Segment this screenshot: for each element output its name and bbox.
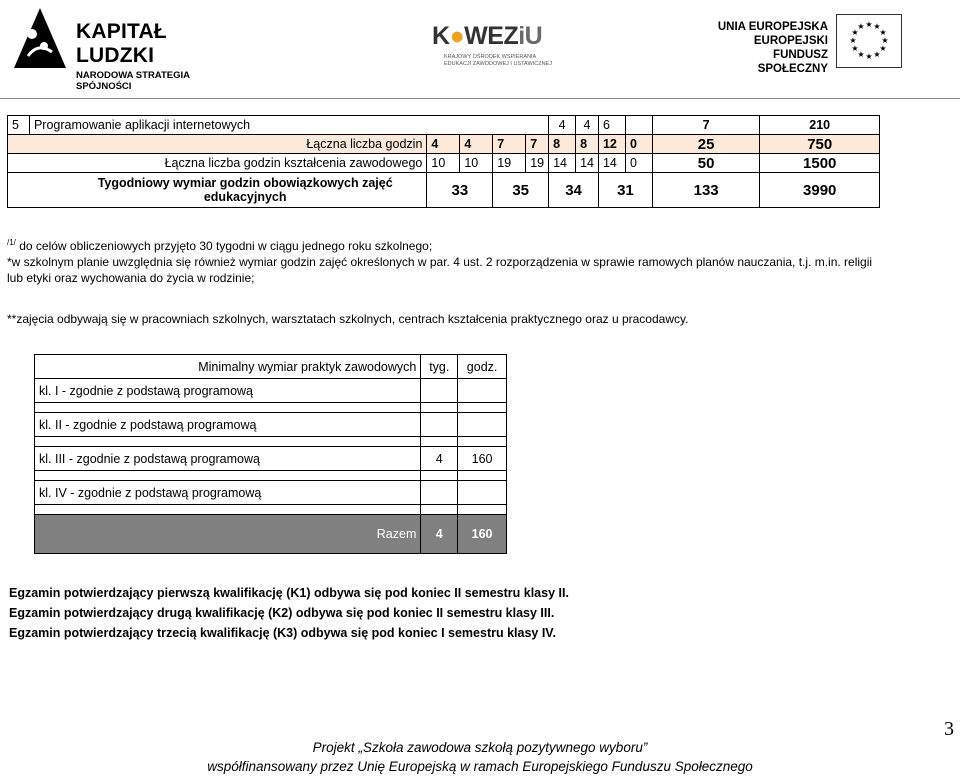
exam-note: Egzamin potwierdzający pierwszą kwalifikację (K1) odbywa się pod koniec II semestru klasy II. (9, 586, 569, 600)
practice-row-tyg (421, 413, 458, 437)
total-vocational-value: 0 (625, 154, 652, 173)
kowezu-subtitle-line2: EDUKACJI ZAWODOWEJ I USTAWICZNEJ (444, 61, 552, 67)
kowezu-title-k: K (432, 22, 450, 50)
subject-value: 4 (549, 116, 576, 135)
total-vocational-value: 10 (460, 154, 493, 173)
svg-text:★: ★ (851, 28, 859, 37)
practice-row-label: kl. III - zgodnie z podstawą programową (35, 447, 421, 471)
practice-spacer (35, 437, 507, 447)
total-vocational-value: 10 (427, 154, 460, 173)
practice-row-label: kl. II - zgodnie z podstawą programową (35, 413, 421, 437)
svg-text:★: ★ (873, 22, 881, 31)
practice-row-godz (458, 481, 507, 505)
kowezu-title-wez: WEZ (464, 22, 519, 50)
total-hours-value: 0 (625, 135, 652, 154)
weekly-hours-row (8, 173, 880, 208)
practice-row (35, 481, 507, 505)
eu-line3: FUNDUSZ SPOŁECZNY (757, 49, 828, 75)
eu-line1: UNIA EUROPEJSKA (717, 21, 828, 33)
svg-text:★: ★ (851, 44, 859, 53)
total-vocational-value: 14 (598, 154, 625, 173)
header-divider (0, 98, 960, 99)
hours-table (7, 115, 880, 208)
kapital-ludzki-subtitle: NARODOWA STRATEGIA SPÓJNOŚCI (76, 70, 190, 92)
kowezu-title (432, 22, 542, 51)
practice-col-tyg: tyg. (421, 355, 458, 379)
footer-line1: Projekt „Szkoła zawodowa szkołą pozytywnego wyboru” (312, 740, 648, 755)
practice-header-row (35, 355, 507, 379)
page-header (0, 0, 960, 92)
practice-spacer (35, 403, 507, 413)
practice-row-label: kl. IV - zgodnie z podstawą programową (35, 481, 421, 505)
svg-text:★: ★ (865, 52, 873, 61)
total-hours-sum2: 750 (760, 135, 880, 154)
page-number: 3 (944, 718, 954, 740)
total-hours-label: Łączna liczba godzin (8, 135, 427, 154)
practice-row-tyg (421, 379, 458, 403)
footnote-1-marker: /1/ (7, 238, 16, 247)
total-vocational-value: 19 (526, 154, 549, 173)
weekly-hours-value: 34 (549, 173, 599, 208)
subject-sum2: 210 (760, 116, 880, 135)
practice-spacer (35, 471, 507, 481)
subject-empty-cell (625, 116, 652, 135)
kowezu-logo (430, 12, 590, 72)
weekly-hours-value: 33 (427, 173, 493, 208)
total-vocational-value: 19 (493, 154, 526, 173)
total-hours-value: 7 (526, 135, 549, 154)
kowezu-title-iu: iU (518, 22, 543, 50)
subject-value: 4 (576, 116, 599, 135)
total-hours-value: 4 (460, 135, 493, 154)
svg-text:★: ★ (879, 44, 887, 53)
practice-row-label: kl. I - zgodnie z podstawą programową (35, 379, 421, 403)
total-hours-sum1: 25 (652, 135, 760, 154)
subject-value: 6 (598, 116, 625, 135)
practice-total-godz: 160 (458, 515, 507, 554)
weekly-hours-sum2: 3990 (760, 173, 880, 208)
practice-row (35, 447, 507, 471)
practice-total-row (35, 515, 507, 554)
kowezu-sun-icon: ● (449, 22, 465, 50)
practice-total-tyg: 4 (421, 515, 458, 554)
svg-text:★: ★ (881, 36, 889, 45)
subject-row (8, 116, 880, 135)
eu-text (708, 20, 828, 76)
footnote-1 (7, 235, 877, 254)
practice-table (34, 354, 507, 554)
footnote-2: *w szkolnym planie uwzględnia się również wymiar godzin zajęć określonych w par. 4 ust. 2 rozporządzenia w sprawie ramowych planów nauczania, t.j. m.in. religii lub etyki oraz wychowania do życia w rodzinie; (7, 255, 873, 285)
total-vocational-label: Łączna liczba godzin kształcenia zawodowego (8, 154, 427, 173)
subject-sum1: 7 (652, 116, 760, 135)
total-vocational-row (8, 154, 880, 173)
eu-flag-icon (836, 14, 902, 68)
kowezu-subtitle-line1: KRAJOWY OŚRODEK WSPIERANIA (444, 54, 537, 60)
practice-total-label: Razem (35, 515, 421, 554)
practice-row-tyg (421, 481, 458, 505)
practice-row (35, 379, 507, 403)
svg-text:★: ★ (857, 22, 865, 31)
exam-note: Egzamin potwierdzający drugą kwalifikację (K2) odbywa się pod koniec II semestru klasy III. (9, 606, 555, 620)
total-vocational-sum2: 1500 (760, 154, 880, 173)
practice-spacer (35, 505, 507, 515)
footer-line2: współfinansowany przez Unię Europejską w ramach Europejskiego Funduszu Społecznego (207, 759, 753, 774)
practice-row-tyg: 4 (421, 447, 458, 471)
total-hours-value: 7 (493, 135, 526, 154)
practice-col-godz: godz. (458, 355, 507, 379)
kowezu-subtitle (444, 54, 552, 68)
total-vocational-sum1: 50 (652, 154, 760, 173)
practice-row-godz (458, 379, 507, 403)
total-hours-value: 8 (549, 135, 576, 154)
svg-text:★: ★ (879, 28, 887, 37)
kapital-ludzki-title: KAPITAŁ LUDZKI (76, 20, 167, 67)
weekly-hours-value: 31 (598, 173, 652, 208)
practice-row (35, 413, 507, 437)
footnote-1-text: do celów obliczeniowych przyjęto 30 tygodni w ciągu jednego roku szkolnego; (15, 239, 433, 253)
practice-row-godz (458, 413, 507, 437)
eu-logo (708, 14, 948, 74)
svg-text:★: ★ (865, 20, 873, 29)
weekly-hours-label: Tygodniowy wymiar godzin obowiązkowych zajęć edukacyjnych (8, 173, 427, 208)
svg-text:★: ★ (873, 50, 881, 59)
exam-notes (9, 583, 569, 643)
footnotes (7, 235, 877, 286)
kapital-ludzki-logo (10, 6, 240, 92)
total-hours-value: 12 (598, 135, 625, 154)
subject-number: 5 (8, 116, 30, 135)
kapital-ludzki-emblem-icon (10, 6, 70, 72)
total-hours-value: 4 (427, 135, 460, 154)
total-hours-row (8, 135, 880, 154)
total-vocational-value: 14 (576, 154, 599, 173)
svg-text:★: ★ (857, 50, 865, 59)
subject-name: Programowanie aplikacji internetowych (29, 116, 548, 135)
weekly-hours-value: 35 (493, 173, 549, 208)
page-footer (0, 738, 960, 776)
practice-row-godz: 160 (458, 447, 507, 471)
eu-line2: EUROPEJSKI (753, 35, 828, 47)
exam-note: Egzamin potwierdzający trzecią kwalifikację (K3) odbywa się pod koniec I semestru klasy IV. (9, 626, 556, 640)
total-hours-value: 8 (576, 135, 599, 154)
total-vocational-value: 14 (549, 154, 576, 173)
practice-header-label: Minimalny wymiar praktyk zawodowych (35, 355, 421, 379)
footnote-3: **zajęcia odbywają się w pracowniach szkolnych, warsztatach szkolnych, centrach kształcenia praktycznego oraz u pracodawcy. (7, 312, 689, 326)
weekly-hours-sum1: 133 (652, 173, 760, 208)
svg-text:★: ★ (849, 36, 857, 45)
